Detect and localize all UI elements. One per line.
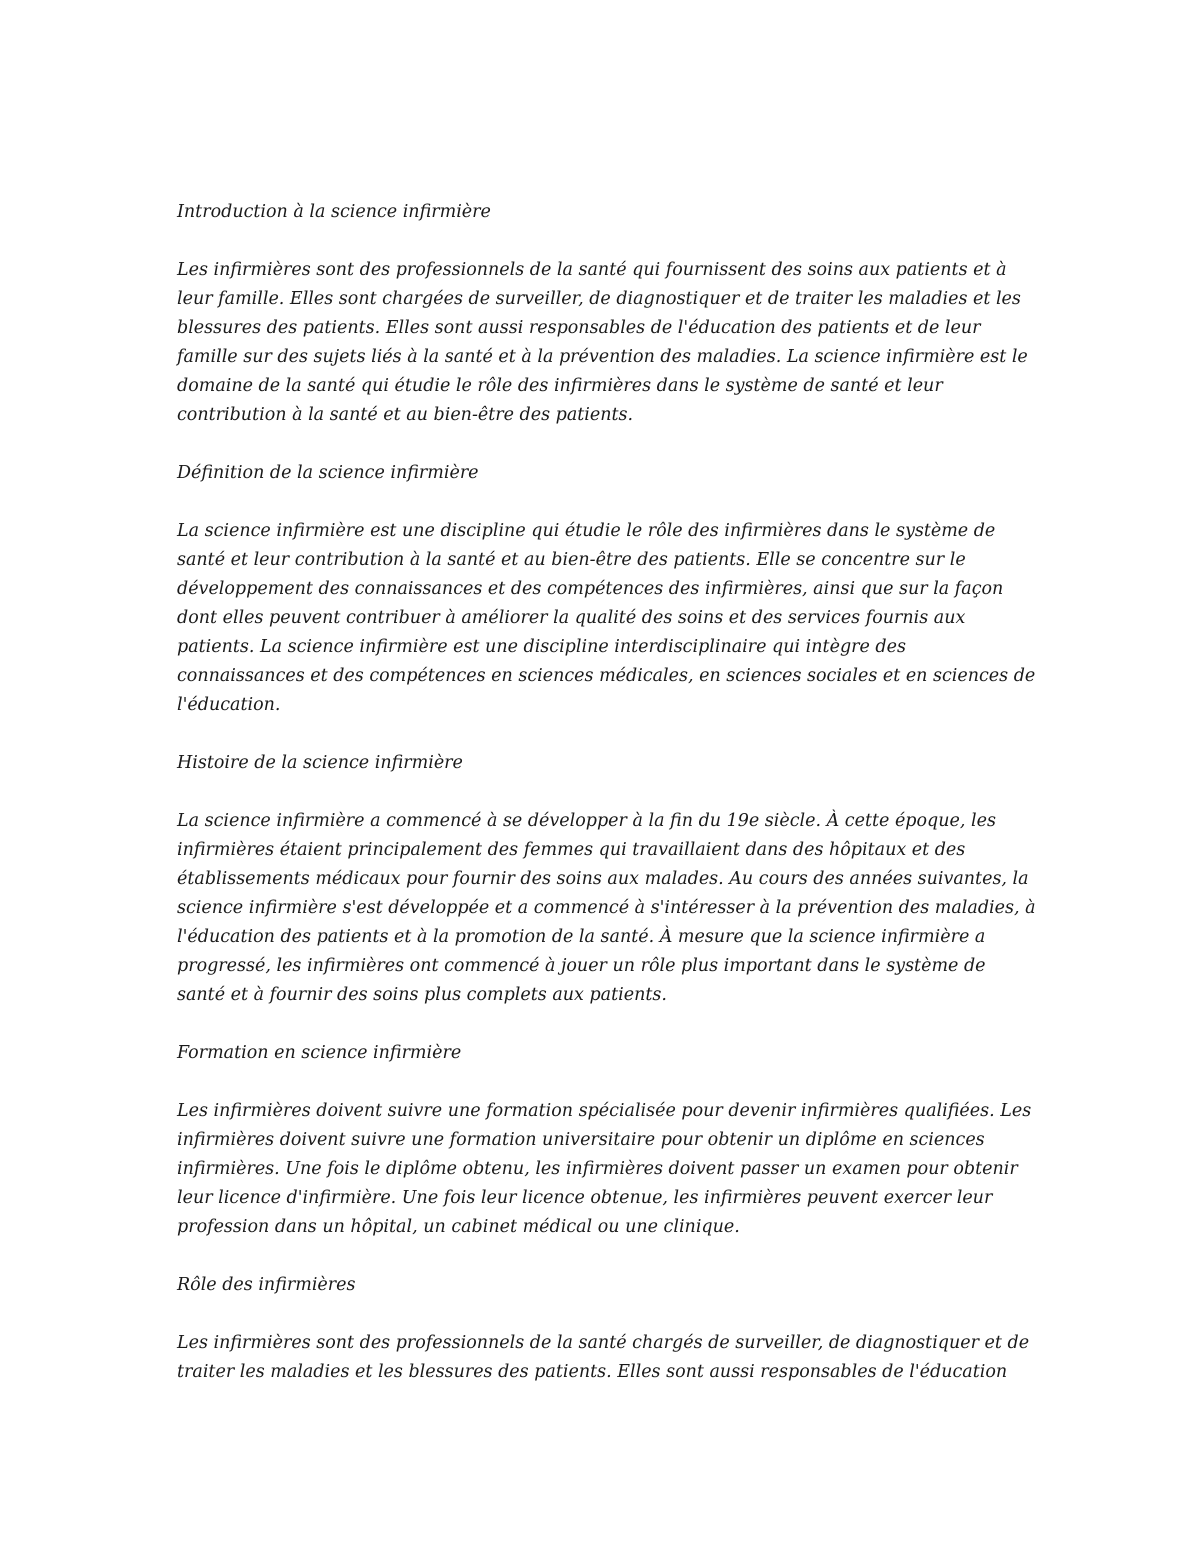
paragraph-line: contribution à la santé et au bien-être des patients.: [177, 405, 634, 425]
section-heading-definition: Définition de la science infirmière: [177, 463, 479, 483]
document-body: [177, 198, 1037, 1416]
paragraph-line: science infirmière s'est développée et a commencé à s'intéresser à la prévention des maladies, à: [177, 898, 1036, 918]
paragraph-line: infirmières doivent suivre une formation universitaire pour obtenir un diplôme en sciences: [177, 1130, 985, 1150]
paragraph-line: leur licence d'infirmière. Une fois leur licence obtenue, les infirmières peuvent exercer leur: [177, 1188, 993, 1208]
paragraph-line: infirmières. Une fois le diplôme obtenu, les infirmières doivent passer un examen pour obtenir: [177, 1159, 1018, 1179]
paragraph-line: traiter les maladies et les blessures des patients. Elles sont aussi responsables de l'éducation: [177, 1362, 1008, 1382]
paragraph-line: La science infirmière a commencé à se développer à la fin du 19e siècle. À cette époque, les: [177, 811, 996, 831]
paragraph-line: progressé, les infirmières ont commencé à jouer un rôle plus important dans le système de: [177, 956, 986, 976]
paragraph-line: leur famille. Elles sont chargées de surveiller, de diagnostiquer et de traiter les maladies et les: [177, 289, 1021, 309]
paragraph-line: développement des connaissances et des compétences des infirmières, ainsi que sur la façon: [177, 579, 1004, 599]
paragraph-line: Les infirmières doivent suivre une formation spécialisée pour devenir infirmières qualifiées. Les: [177, 1101, 1032, 1121]
paragraph-line: dont elles peuvent contribuer à améliorer la qualité des soins et des services fournis aux: [177, 608, 966, 628]
section-heading-role: Rôle des infirmières: [177, 1275, 356, 1295]
section-heading-introduction: Introduction à la science infirmière: [177, 202, 491, 222]
paragraph-line: domaine de la santé qui étudie le rôle des infirmières dans le système de santé et leur: [177, 376, 943, 396]
paragraph-line: patients. La science infirmière est une discipline interdisciplinaire qui intègre des: [177, 637, 906, 657]
paragraph-line: l'éducation des patients et à la promotion de la santé. À mesure que la science infirmière a: [177, 927, 986, 947]
paragraph-line: blessures des patients. Elles sont aussi responsables de l'éducation des patients et de leur: [177, 318, 981, 338]
paragraph-line: La science infirmière est une discipline qui étudie le rôle des infirmières dans le système de: [177, 521, 996, 541]
paragraph-line: Les infirmières sont des professionnels de la santé qui fournissent des soins aux patients et à: [177, 260, 1007, 280]
paragraph-line: famille sur des sujets liés à la santé et à la prévention des maladies. La science infirmière est le: [177, 347, 1028, 367]
section-paragraph-definition: [177, 517, 1037, 720]
section-heading-training: Formation en science infirmière: [177, 1043, 462, 1063]
section-paragraph-introduction: [177, 256, 1037, 430]
paragraph-line: santé et à fournir des soins plus complets aux patients.: [177, 985, 667, 1005]
paragraph-line: infirmières étaient principalement des femmes qui travaillaient dans des hôpitaux et des: [177, 840, 966, 860]
paragraph-line: l'éducation.: [177, 695, 281, 715]
paragraph-line: Les infirmières sont des professionnels de la santé chargés de surveiller, de diagnostiquer et de: [177, 1333, 1030, 1353]
paragraph-line: profession dans un hôpital, un cabinet médical ou une clinique.: [177, 1217, 740, 1237]
paragraph-line: santé et leur contribution à la santé et au bien-être des patients. Elle se concentre sur le: [177, 550, 966, 570]
paragraph-line: établissements médicaux pour fournir des soins aux malades. Au cours des années suivantes, la: [177, 869, 1029, 889]
section-heading-history: Histoire de la science infirmière: [177, 753, 463, 773]
section-paragraph-role: [177, 1329, 1037, 1387]
section-paragraph-training: [177, 1097, 1037, 1242]
paragraph-line: connaissances et des compétences en sciences médicales, en sciences sociales et en sciences de: [177, 666, 1036, 686]
section-paragraph-history: [177, 807, 1037, 1010]
